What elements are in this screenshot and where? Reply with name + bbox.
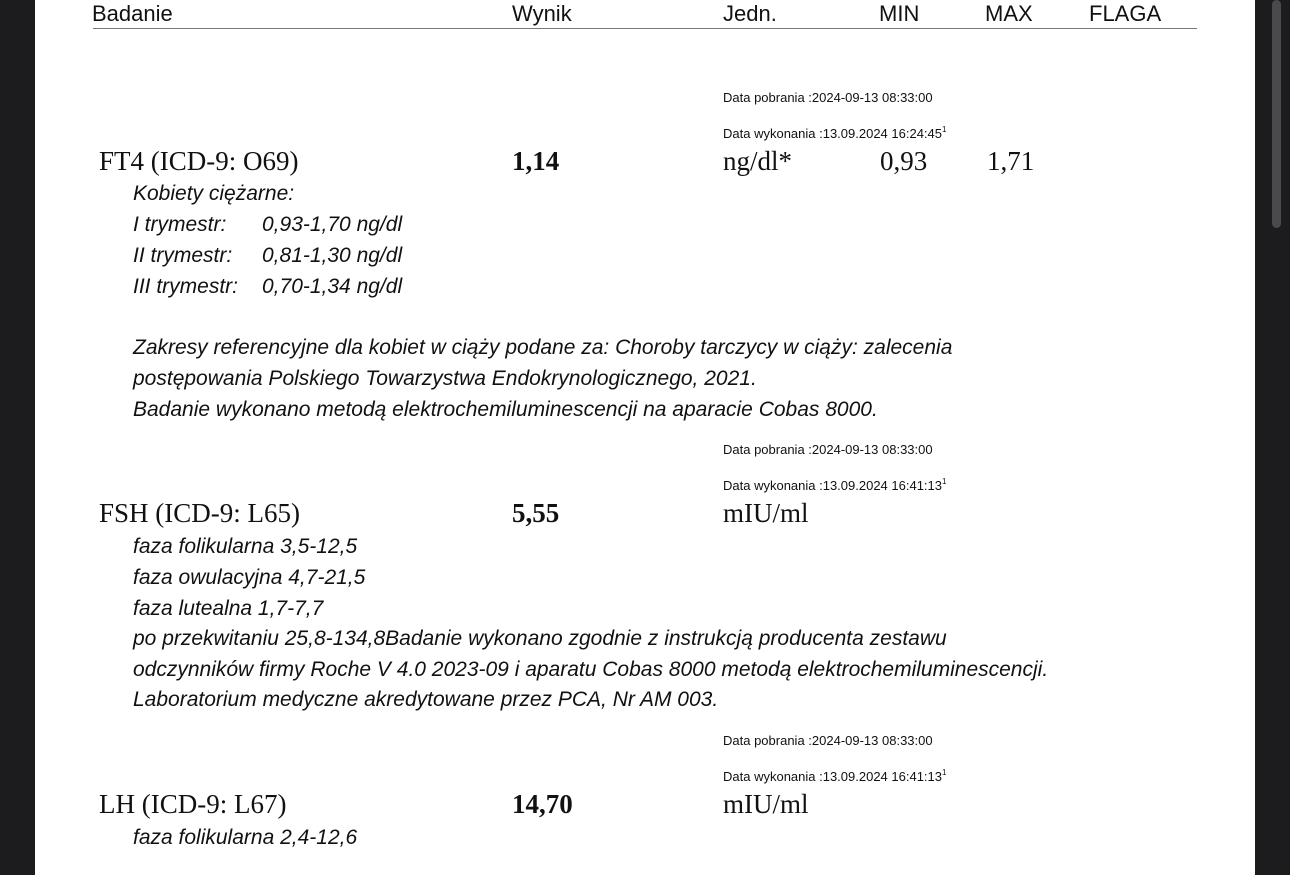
- scrollbar-thumb[interactable]: [1272, 0, 1281, 228]
- note-line: po przekwitaniu 25,8-134,8Badanie wykonano zgodnie z instrukcją producenta zestawu: [133, 627, 947, 650]
- header-flaga: FLAGA: [1089, 1, 1162, 26]
- header-jedn: Jedn.: [723, 1, 777, 26]
- note-line: Kobiety ciężarne:: [133, 182, 295, 205]
- header-wynik: Wynik: [512, 1, 572, 26]
- test-min: 0,93: [880, 146, 928, 176]
- header-divider: [93, 28, 1197, 29]
- test-unit: ng/dl*: [723, 146, 793, 176]
- note-line: faza lutealna 1,7-7,7: [133, 597, 324, 620]
- collection-date: Data pobrania :2024-09-13 08:33:00: [723, 442, 933, 457]
- test-name: LH (ICD-9: L67): [99, 789, 287, 819]
- test-result: 5,55: [512, 498, 560, 528]
- header-max: MAX: [985, 1, 1033, 26]
- collection-date: Data pobrania :2024-09-13 08:33:00: [723, 90, 933, 105]
- test-result: 1,14: [512, 146, 560, 176]
- test-result: 14,70: [512, 789, 573, 819]
- note-line: Zakresy referencyjne dla kobiet w ciąży podane za: Choroby tarczycy w ciąży: zalecenia: [133, 336, 953, 359]
- execution-date: Data wykonania :13.09.2024 $16:41:13^1$: [723, 477, 947, 493]
- test-unit: mIU/ml: [723, 498, 809, 528]
- header-min: MIN: [879, 1, 920, 26]
- report-page: [35, 0, 1255, 875]
- trimester-range: I trymestr: 0,93-1,70 ng/dl: [133, 213, 403, 236]
- note-line: odczynników firmy Roche V 4.0 2023-09 i aparatu Cobas 8000 metodą elektrochemiluminescencji.: [133, 658, 1049, 681]
- test-name: FT4 (ICD-9: O69): [99, 146, 299, 176]
- trimester-range: III trymestr: 0,70-1,34 ng/dl: [133, 275, 403, 298]
- test-unit: mIU/ml: [723, 789, 809, 819]
- note-line: Badanie wykonano metodą elektrochemiluminescencji na aparacie Cobas 8000.: [133, 398, 878, 421]
- header-badanie: Badanie: [92, 1, 173, 26]
- note-line: faza folikularna 2,4-12,6: [133, 826, 358, 849]
- collection-date: Data pobrania :2024-09-13 08:33:00: [723, 733, 933, 748]
- execution-date: Data wykonania :13.09.2024 $16:41:13^1$: [723, 768, 947, 784]
- trimester-range: II trymestr: 0,81-1,30 ng/dl: [133, 244, 403, 267]
- test-max: 1,71: [987, 146, 1035, 176]
- note-line: postępowania Polskiego Towarzystwa Endokrynologicznego, 2021.: [133, 367, 757, 390]
- note-line: faza owulacyjna 4,7-21,5: [133, 566, 366, 589]
- note-line: Laboratorium medyczne akredytowane przez PCA, Nr AM 003.: [133, 688, 719, 711]
- note-line: faza folikularna 3,5-12,5: [133, 535, 358, 558]
- test-name: FSH (ICD-9: L65): [99, 498, 300, 528]
- execution-date: Data wykonania :13.09.2024 $16:24:45^1$: [723, 125, 947, 141]
